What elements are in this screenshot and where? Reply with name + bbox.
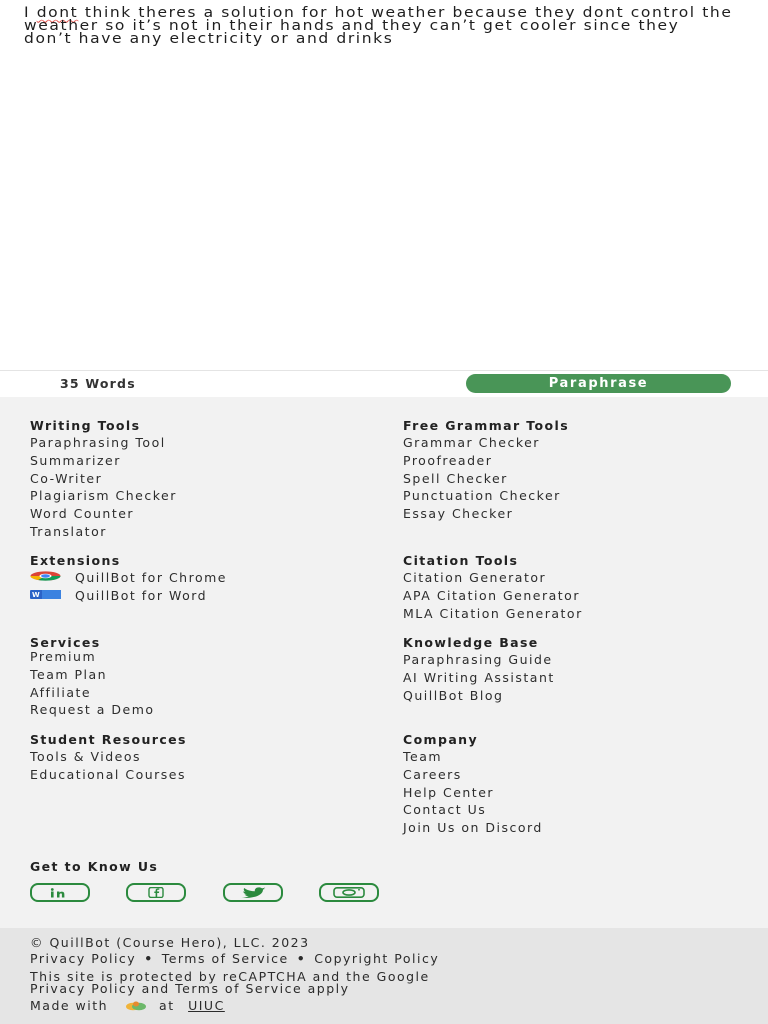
footer-link-punctuation-checker[interactable]: Punctuation Checker [403, 488, 561, 504]
chrome-extension-label: QuillBot for Chrome [75, 570, 227, 585]
footer-link-quillbot-blog[interactable]: QuillBot Blog [403, 687, 504, 703]
services-section [30, 635, 155, 719]
footer-link-spell-checker[interactable]: Spell Checker [403, 470, 508, 486]
footer-link-help-center[interactable]: Help Center [403, 784, 495, 800]
uiuc-link[interactable]: UIUC [188, 998, 225, 1013]
chrome-icon [30, 568, 61, 586]
recaptcha-text-line-1: This site is protected by reCAPTCHA and the Google [30, 969, 430, 984]
writing-tools-section [30, 418, 177, 541]
word-count: 35 Words [60, 376, 136, 391]
knowledge-base-list [403, 651, 555, 704]
site-footer [0, 397, 768, 928]
footer-link-summarizer[interactable]: Summarizer [30, 452, 121, 468]
made-with-text: Made with [30, 998, 109, 1013]
recaptcha-text-line-2: Privacy Policy and Terms of Service apply [30, 981, 350, 996]
facebook-button[interactable] [126, 883, 186, 902]
footer-link-team[interactable]: Team [403, 749, 443, 764]
footer-link-proofreader[interactable]: Proofreader [403, 452, 493, 468]
footer-link-premium[interactable]: Premium [30, 649, 97, 664]
terms-of-service-link[interactable]: Terms of Service [161, 951, 289, 966]
footer-link-join-discord[interactable]: Join Us on Discord [403, 820, 543, 836]
footer-link-apa-citation-generator[interactable]: APA Citation Generator [403, 587, 580, 603]
footer-link-quillbot-word[interactable] [30, 587, 227, 605]
instagram-button[interactable] [319, 883, 379, 902]
company-heading: Company [403, 732, 479, 747]
made-with-line [30, 999, 225, 1013]
separator-dot: • [144, 951, 154, 966]
editor-text-start: I [24, 4, 37, 21]
linkedin-icon [49, 883, 71, 902]
footer-link-word-counter[interactable]: Word Counter [30, 506, 135, 522]
privacy-policy-link[interactable]: Privacy Policy [30, 951, 137, 966]
misspelled-word[interactable]: dont [36, 4, 79, 21]
footer-link-mla-citation-generator[interactable]: MLA Citation Generator [403, 605, 583, 621]
legal-footer [0, 928, 768, 1024]
footer-link-educational-courses[interactable]: Educational Courses [30, 766, 186, 782]
editor-text-rest: think theres a solution for hot weather because they dont control the weather so it’s not in their hands and they can’t get cooler since they don’t have any electricity or and drinks [24, 4, 733, 47]
citation-tools-list [403, 569, 583, 622]
footer-link-co-writer[interactable]: Co-Writer [30, 470, 103, 486]
footer-link-careers[interactable]: Careers [403, 766, 462, 782]
student-resources-list [30, 748, 187, 784]
get-to-know-us-heading: Get to Know Us [30, 859, 159, 874]
footer-link-citation-generator[interactable]: Citation Generator [403, 570, 547, 585]
footer-link-request-demo[interactable]: Request a Demo [30, 702, 155, 718]
extensions-heading: Extensions [30, 553, 121, 568]
company-list [403, 748, 543, 837]
separator-dot: • [296, 951, 307, 966]
footer-link-affiliate[interactable]: Affiliate [30, 684, 92, 700]
editor-text[interactable] [24, 6, 734, 45]
footer-link-tools-videos[interactable]: Tools & Videos [30, 749, 142, 764]
services-list [30, 648, 155, 719]
editor-bottom-bar [0, 370, 768, 398]
input-editor[interactable] [0, 0, 768, 370]
twitter-icon [238, 883, 268, 902]
student-resources-section [30, 732, 187, 784]
footer-link-essay-checker[interactable]: Essay Checker [403, 506, 514, 522]
paraphrase-button[interactable]: Paraphrase [466, 374, 731, 393]
get-to-know-us-section [30, 859, 158, 875]
linkedin-button[interactable] [30, 883, 90, 902]
student-resources-heading: Student Resources [30, 732, 187, 747]
at-text: at [159, 998, 175, 1013]
extensions-section [30, 553, 227, 605]
legal-links [30, 952, 439, 965]
footer-link-paraphrasing-guide[interactable]: Paraphrasing Guide [403, 652, 553, 667]
citation-tools-section [403, 553, 583, 622]
instagram-icon [333, 883, 365, 902]
free-grammar-tools-list [403, 434, 569, 523]
citation-tools-heading: Citation Tools [403, 553, 519, 568]
footer-link-contact-us[interactable]: Contact Us [403, 802, 487, 818]
footer-link-paraphrasing-tool[interactable]: Paraphrasing Tool [30, 435, 166, 450]
free-grammar-tools-section [403, 418, 569, 523]
footer-link-team-plan[interactable]: Team Plan [30, 666, 108, 682]
svg-text:W: W [32, 590, 42, 599]
footer-link-quillbot-chrome[interactable] [30, 569, 227, 587]
copyright-policy-link[interactable]: Copyright Policy [314, 951, 440, 966]
footer-link-translator[interactable]: Translator [30, 523, 107, 539]
footer-link-grammar-checker[interactable]: Grammar Checker [403, 435, 540, 450]
twitter-button[interactable] [223, 883, 283, 902]
footer-link-ai-writing-assistant[interactable]: AI Writing Assistant [403, 669, 555, 685]
services-heading: Services [30, 635, 101, 650]
free-grammar-tools-heading: Free Grammar Tools [403, 418, 570, 433]
word-icon [30, 586, 61, 604]
extensions-list [30, 569, 227, 605]
knowledge-base-heading: Knowledge Base [403, 635, 539, 650]
knowledge-base-section [403, 635, 555, 704]
footer-link-plagiarism-checker[interactable]: Plagiarism Checker [30, 488, 177, 504]
love-icon [124, 1000, 148, 1013]
company-section [403, 732, 543, 837]
writing-tools-list [30, 434, 177, 541]
writing-tools-heading: Writing Tools [30, 418, 141, 433]
facebook-icon [148, 883, 164, 902]
word-extension-label: QuillBot for Word [75, 587, 208, 603]
copyright-text: © QuillBot (Course Hero), LLC. 2023 [30, 935, 310, 950]
